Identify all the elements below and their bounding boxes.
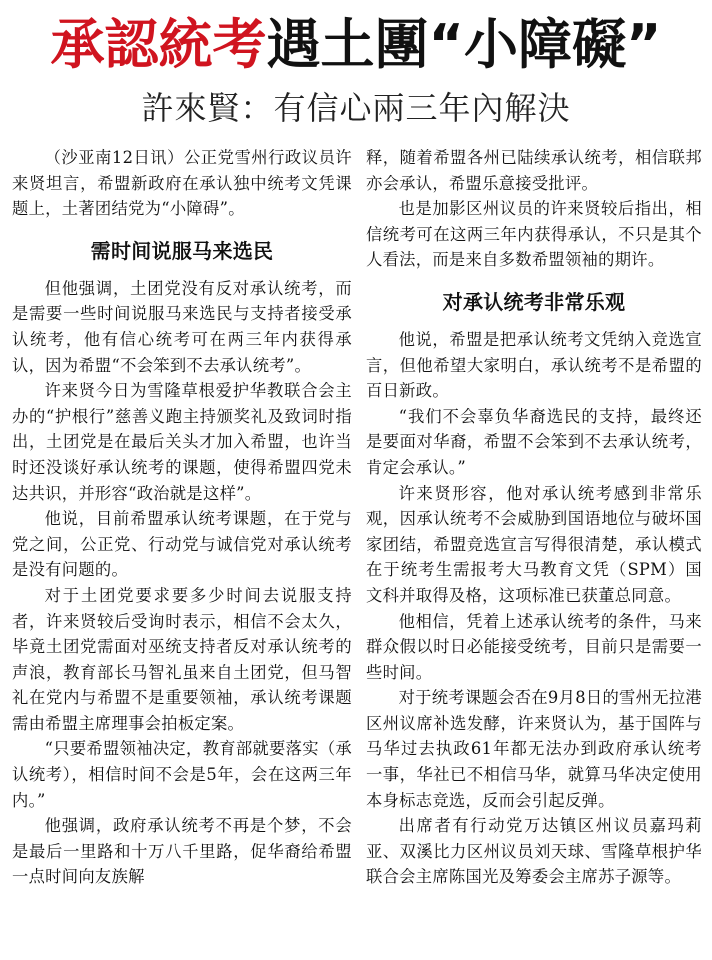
paragraph: 他强调，政府承认统考不再是个梦，不会是最后一里路和十万八千里路，促华裔给希盟一点时间向友族解 — [12, 816, 352, 887]
headline-black-part: 遇土團“小障礙” — [266, 13, 662, 76]
right-column — [366, 145, 702, 890]
paragraph: 对于土团党要求要多少时间去说服支持者，许来贤较后受询时表示，相信不会太久，毕竟土团党需面对巫统支持者反对承认统考的声浪，教育部长马智礼虽来自土团党，但马智礼在党内与希盟不是重要领袖，承认统考课题需由希盟主席理事会拍板定案。 — [12, 585, 352, 733]
paragraph: 但他强调，土团党没有反对承认统考，而是需要一些时间说服马来选民与支持者接受承认统考，他有信心统考可在两三年内获得承认，因为希盟“不会笨到不去承认统考”。 — [12, 278, 352, 375]
left-column — [12, 145, 352, 890]
section-heading: 需时间说服马来选民 — [90, 238, 274, 263]
subheadline: 許來賢：有信心兩三年內解決 — [141, 89, 571, 127]
paragraph: 许来贤今日为雪隆草根爱护华教联合会主办的“护根行”慈善义跑主持颁奖礼及致词时指出，土团党是在最后关头才加入希盟，也许当时还没谈好承认统考的课题，使得希盟四党未达共识，并形容“政治就是这样”。 — [12, 381, 352, 503]
quote-paragraph: “我们不会辜负华裔选民的支持，最终还是要面对华裔，希盟不会笨到不去承认统考，肯定会承认。” — [366, 406, 702, 477]
paragraph: 对于统考课题会否在9月8日的雪州无拉港区州议席补选发酵，许来贤认为，基于国阵与马华过去执政61年都无法办到政府承认统考一事，华社已不相信马华，就算马华决定使用本身标志竞选，反而会引起反弹。 — [366, 688, 702, 810]
paragraph: 他说，目前希盟承认统考课题，在于党与党之间，公正党、行动党与诚信党对承认统考是没有问题的。 — [12, 509, 352, 580]
section-heading: 对承认统考非常乐观 — [442, 289, 626, 314]
paragraph: 许来贤形容，他对承认统考感到非常乐观，因承认统考不会威胁到国语地位与破坏国家团结，希盟竞选宣言写得很清楚，承认模式在于统考生需报考大马教育文凭（SPM）国文科并取得及格，这项标准已获董总同意。 — [366, 483, 702, 605]
headline — [0, 6, 712, 84]
paragraph: （沙亚南12日讯）公正党雪州行政议员许来贤坦言，希盟新政府在承认独中统考文凭课题上，土著团结党为“小障碍”。 — [12, 148, 352, 219]
headline-red-part: 承認統考 — [50, 13, 267, 76]
quote-paragraph: “只要希盟领袖决定，教育部就要落实（承认统考），相信时间不会是5年，会在这两三年内。” — [12, 739, 352, 810]
paragraph: 出席者有行动党万达镇区州议员嘉玛莉亚、双溪比力区州议员刘天球、雪隆草根护华联合会主席陈国光及筹委会主席苏子源等。 — [366, 816, 702, 887]
paragraph: 他说，希盟是把承认统考文凭纳入竞选宣言，但他希望大家明白，承认统考不是希盟的百日新政。 — [366, 329, 702, 401]
paragraph-continued: 释，随着希盟各州已陆续承认统考，相信联邦亦会承认，希盟乐意接受批评。 — [366, 148, 702, 193]
paragraph: 他相信，凭着上述承认统考的条件，马来群众假以时日必能接受统考，目前只是需要一些时间。 — [366, 611, 702, 682]
paragraph: 也是加影区州议员的许来贤较后指出，相信统考可在这两三年内获得承认，不只是其个人看法，而是来自多数希盟领袖的期许。 — [366, 199, 702, 270]
